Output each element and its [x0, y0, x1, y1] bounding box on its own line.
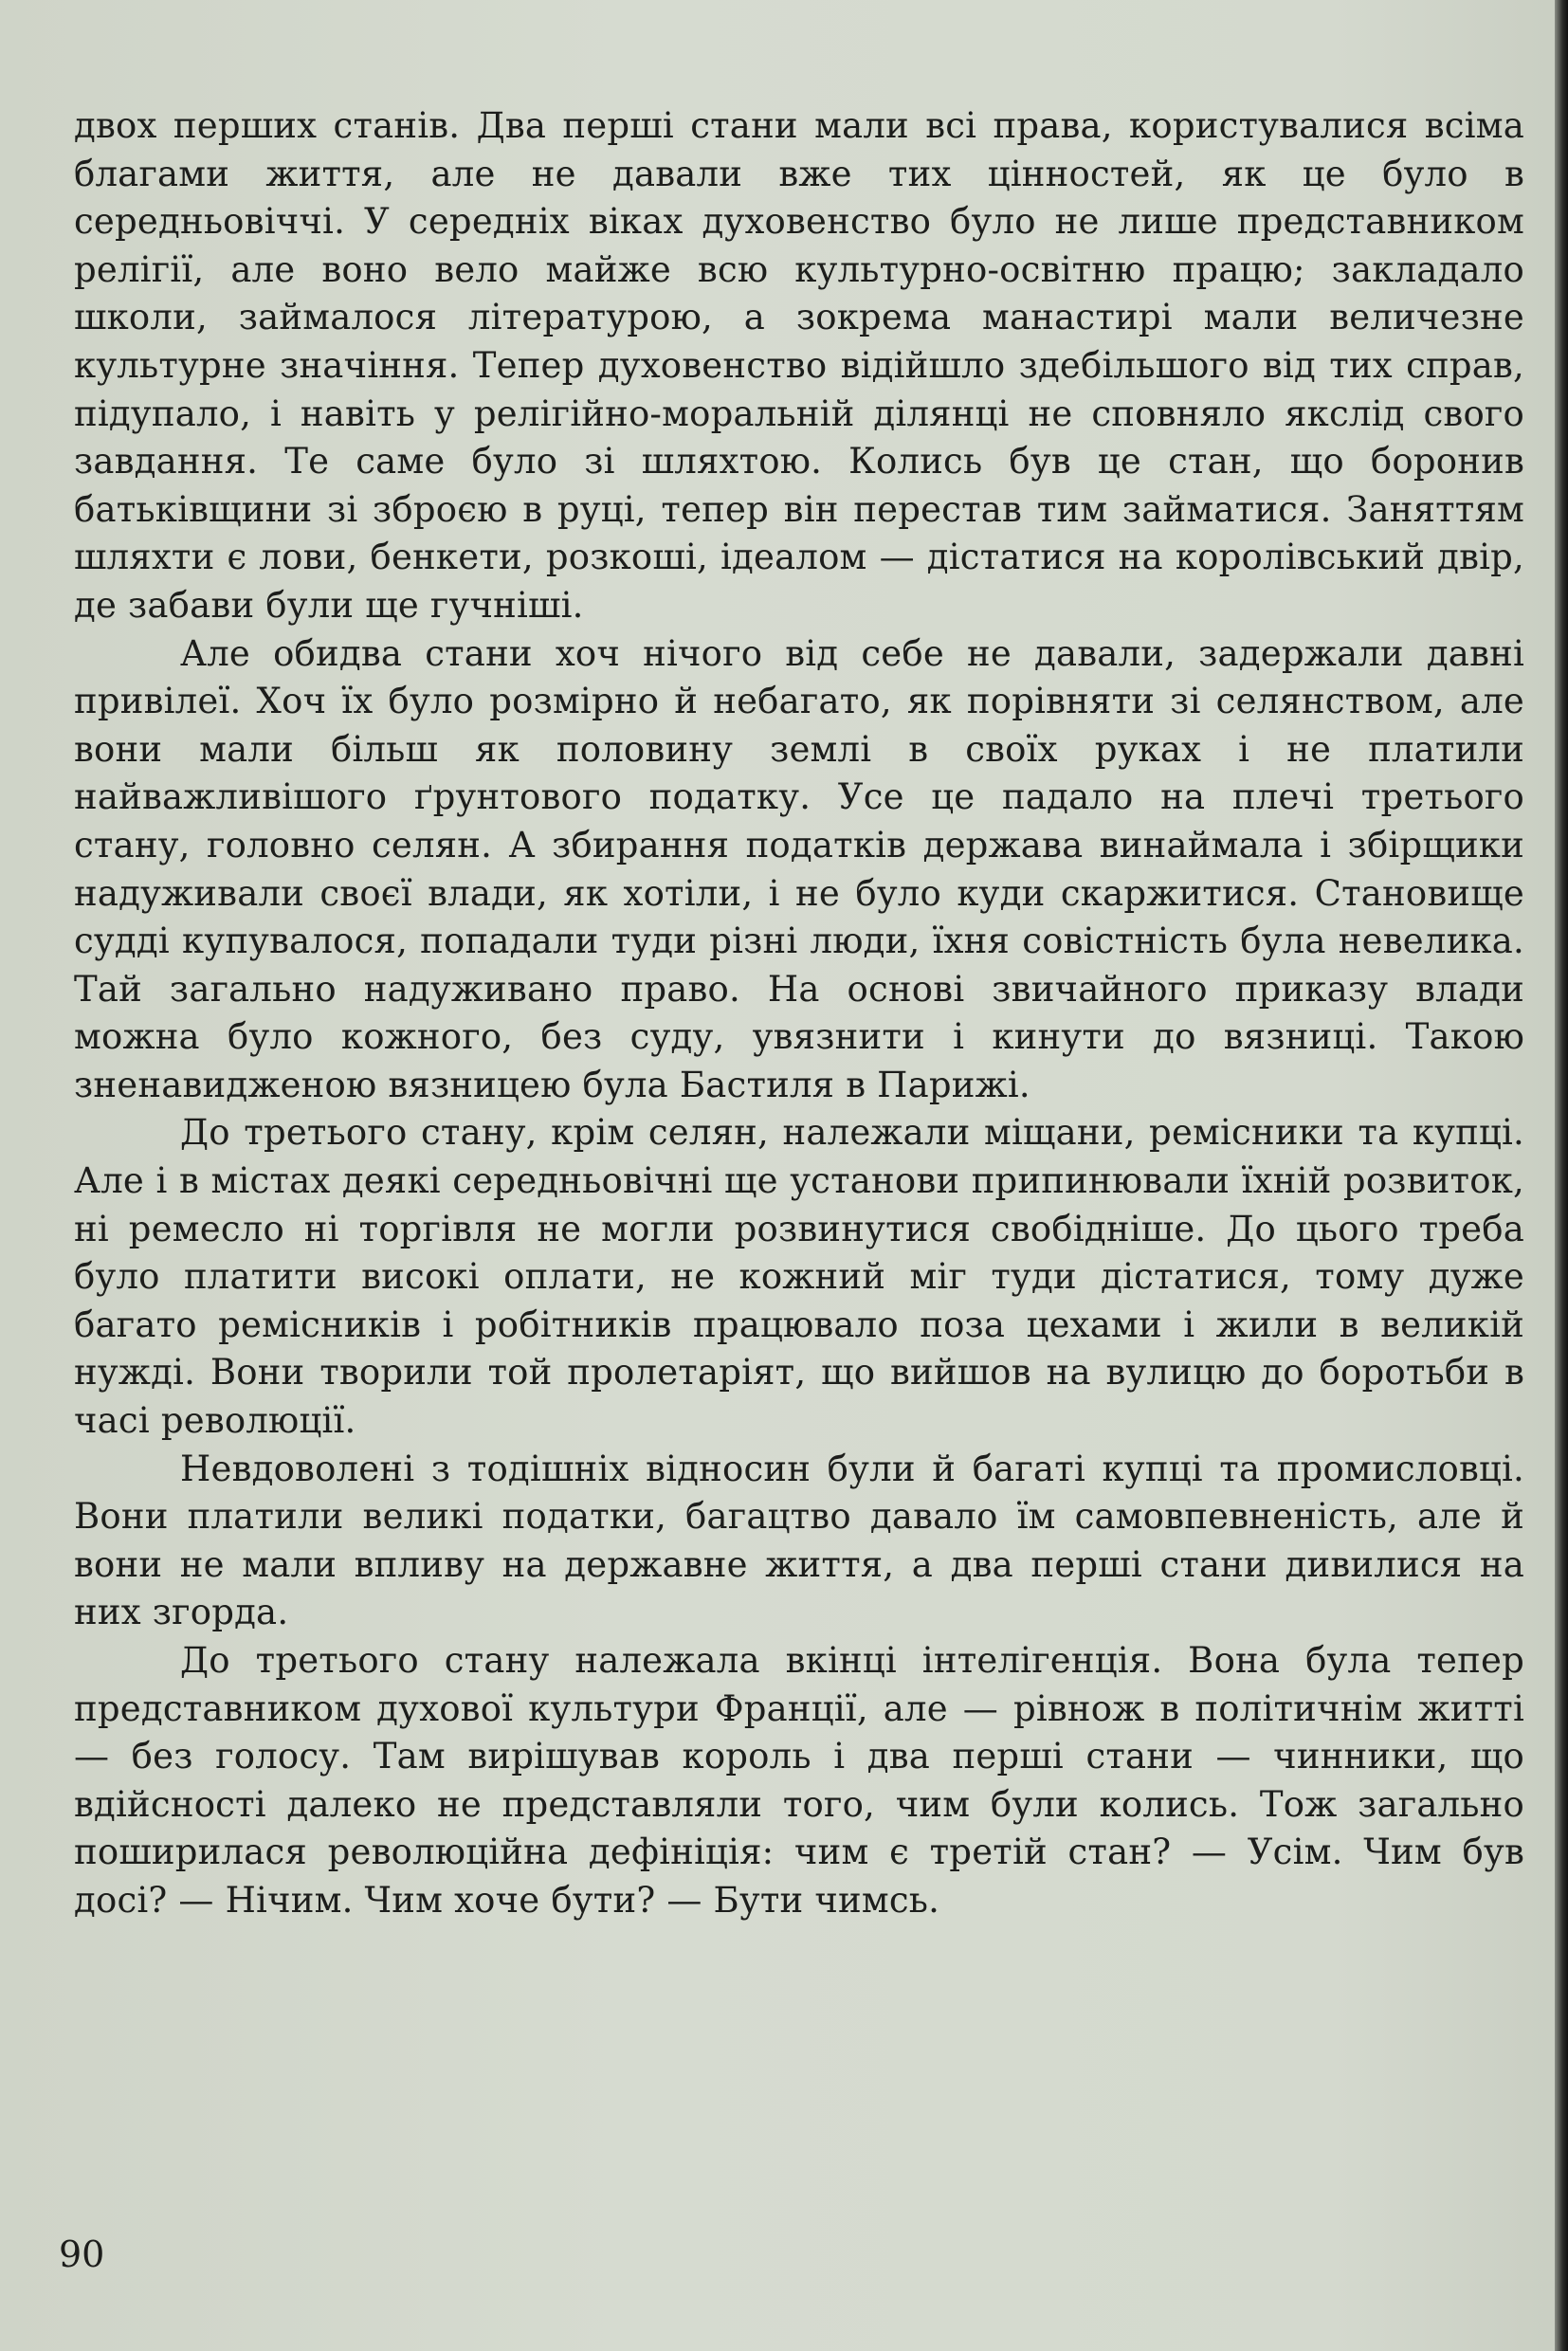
page-binding-edge: [1555, 0, 1568, 2351]
paragraph-1: двох перших станів. Два перші стани мали всі права, користувалися всіма благами життя, але не давали вже тих цінностей, як це було в середньовіччі. У середніх віках духовенство було не лише представником релігії, але воно вело майже всю культурно-освітню працю; закладало школи, займалося літературою, а зокрема манастирі мали величезне культурне значіння. Тепер духовенство відійшло здебільшого від тих справ, підупало, і навіть у релігійно-моральній ділянці не сповняло якслід свого завдання. Те саме було зі шляхтою. Колись був це стан, що боронив батьківщини зі зброєю в руці, тепер він перестав тим займатися. Заняттям шляхти є лови, бенкети, розкоші, ідеалом — дістатися на королівський двір, де забави були ще гучніші.: [74, 105, 1524, 626]
paragraph-4: Невдоволені з тодішніх відносин були й багаті купці та промисловці. Вони платили великі податки, багацтво давало їм самовпевненість, але й вони не мали впливу на державне життя, а два перші стани дивилися на них згорда.: [74, 1448, 1524, 1633]
paragraph-3: До третього стану, крім селян, належали міщани, ремісники та купці. Але і в містах деякі середньовічні ще установи припинювали їхній розвиток, ні ремесло ні торгівля не могли розвинутися свобідніше. До цього треба було платити високі оплати, не кожний міг туди дістатися, тому дуже багато ремісників і робітників працювало поза цехами і жили в великій нужді. Вони творили той пролетаріят, що вийшов на вулицю до боротьби в часі революції.: [74, 1112, 1524, 1442]
paragraph-5: До третього стану належала вкінці інтелігенція. Вона була тепер представником духової культури Франції, але — рівнож в політичнім житті — без голосу. Там вирішував король і два перші стани — чинники, що вдійсності далеко не представляли того, чим були колись. Тож загально поширилася революційна дефініція: чим є третій стан? — Усім. Чим був досі? — Нічим. Чим хоче бути? — Бути чимсь.: [74, 1640, 1524, 1921]
paragraph-2: Але обидва стани хоч нічого від себе не давали, задержали давні привілеї. Хоч їх було розмірно й небагато, як порівняти зі селянством, але вони мали більш як половину землі в своїх руках і не платили найважливішого ґрунтового податку. Усе це падало на плечі третього стану, головно селян. А збирання податків держава винаймала і збірщики надуживали своєї влади, як хотіли, і не було куди скаржитися. Становище судді купувалося, попадали туди різні люди, їхня совістність була невелика. Тай загально надуживано право. На основі звичайного приказу влади можна було кожного, без суду, увязнити і кинути до вязниці. Такою зненавидженою вязницею була Бастиля в Парижі.: [74, 632, 1524, 1105]
body-text: [74, 102, 1524, 1925]
page-number: 90: [59, 2233, 105, 2275]
